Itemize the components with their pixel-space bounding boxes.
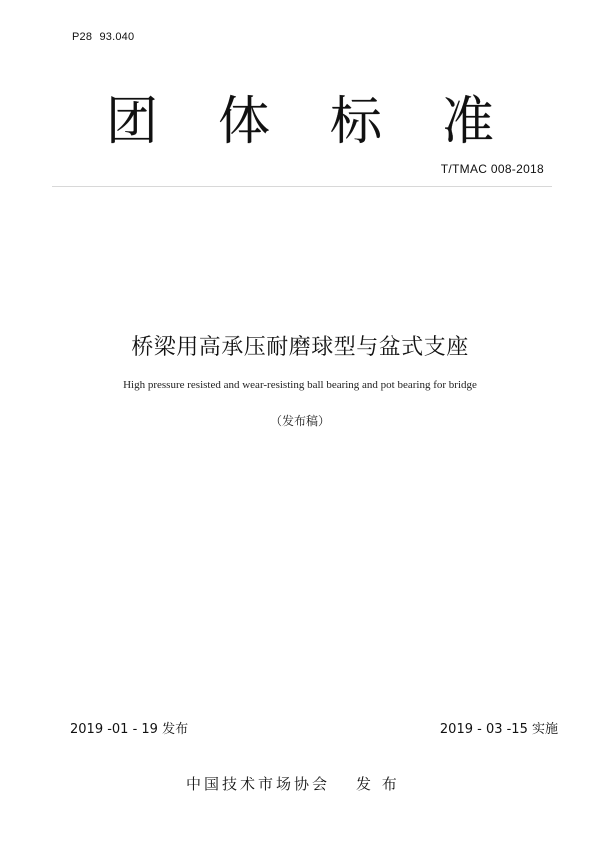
publisher-line <box>186 773 400 794</box>
standard-type-char: 准 <box>441 92 494 152</box>
publish-date: 2019 -01 - 19 发布 <box>70 722 189 737</box>
header-divider <box>52 186 552 187</box>
publisher-action: 发 布 <box>356 775 400 793</box>
ics-code: P28 <box>72 31 93 43</box>
document-stage: （发布稿） <box>269 414 330 428</box>
implement-date: 2019 - 03 -15 实施 <box>439 722 558 737</box>
ics-classification <box>72 31 134 43</box>
standard-type-heading <box>0 90 600 154</box>
document-title-english: High pressure resisted and wear-resisting ball bearing and pot bearing for bridge <box>123 379 477 391</box>
ics-number: 93.040 <box>99 31 135 43</box>
standard-type-char: 体 <box>217 92 270 152</box>
document-title-chinese: 桥梁用高承压耐磨球型与盆式支座 <box>131 335 469 360</box>
standard-type-char: 团 <box>105 92 158 152</box>
standard-number: T/TMAC 008-2018 <box>440 162 544 176</box>
standard-type-char: 标 <box>329 92 382 152</box>
publisher-organization: 中国技术市场协会 <box>186 775 331 793</box>
